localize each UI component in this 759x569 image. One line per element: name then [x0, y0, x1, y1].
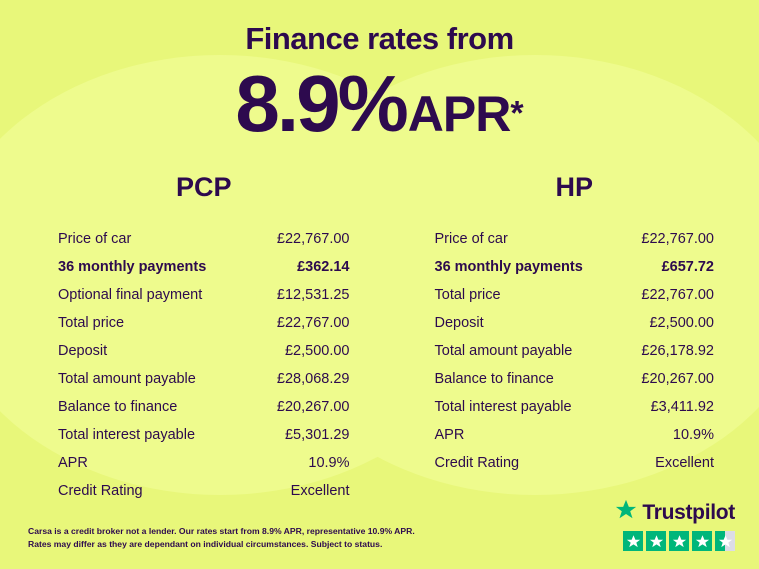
row-label: APR [58, 455, 88, 471]
rate-unit: APR [407, 86, 511, 142]
row-label: Total interest payable [434, 399, 572, 415]
trustpilot-stars [615, 531, 735, 551]
table-row [435, 393, 715, 421]
row-label: Total price [434, 287, 501, 303]
row-value: Excellent [655, 455, 714, 471]
row-value: £22,767.00 [641, 287, 714, 303]
row-value: 10.9% [308, 455, 350, 471]
disclaimer-text [28, 525, 448, 551]
row-label: Total interest payable [58, 427, 196, 443]
row-label: Price of car [434, 231, 508, 247]
row-value: £22,767.00 [276, 315, 350, 331]
table-row [58, 449, 350, 477]
star-half-icon [715, 531, 735, 551]
star-icon [623, 531, 643, 551]
row-value: £22,767.00 [276, 231, 350, 247]
row-value: £657.72 [661, 259, 714, 275]
finance-comparison [0, 172, 759, 505]
table-row [435, 309, 715, 337]
trustpilot-wordmark: Trustpilot [642, 500, 735, 524]
table-row [58, 253, 350, 281]
row-label: Balance to finance [58, 399, 178, 415]
star-icon [692, 531, 712, 551]
table-row [58, 421, 350, 449]
row-value: Excellent [290, 483, 350, 499]
table-row [58, 225, 350, 253]
star-icon [646, 531, 666, 551]
row-value: £5,301.29 [284, 427, 350, 443]
table-row [58, 337, 350, 365]
row-label: Deposit [434, 315, 484, 331]
table-row [435, 337, 715, 365]
row-label: Total price [58, 315, 125, 331]
row-label: 36 monthly payments [58, 259, 207, 275]
table-row [435, 253, 715, 281]
row-value: 10.9% [672, 427, 714, 443]
hp-column [380, 172, 759, 505]
table-row [435, 365, 715, 393]
row-value: £3,411.92 [650, 399, 714, 415]
row-value: £26,178.92 [641, 343, 714, 359]
table-row [58, 281, 350, 309]
table-row [435, 225, 715, 253]
row-value: £362.14 [297, 259, 350, 275]
rate-value: 8.9% [235, 59, 406, 148]
table-row [58, 309, 350, 337]
footer [0, 495, 759, 569]
trustpilot-star-icon [615, 499, 637, 526]
table-row [435, 421, 715, 449]
row-value: £2,500.00 [284, 343, 350, 359]
trustpilot-logo [615, 499, 735, 526]
trustpilot-rating [615, 499, 735, 551]
row-value: £12,531.25 [276, 287, 350, 303]
row-label: APR [434, 427, 465, 443]
pcp-column [0, 172, 380, 505]
row-label: Credit Rating [58, 483, 143, 499]
table-row [435, 281, 715, 309]
row-label: Total amount payable [434, 343, 573, 359]
row-value: £2,500.00 [649, 315, 714, 331]
row-value: £20,267.00 [276, 399, 350, 415]
table-row [58, 365, 350, 393]
pcp-title: PCP [175, 172, 232, 202]
row-label: Credit Rating [434, 455, 520, 471]
star-icon [669, 531, 689, 551]
table-row [435, 449, 715, 477]
row-label: Deposit [58, 343, 108, 359]
table-row [58, 393, 350, 421]
row-label: Balance to finance [434, 371, 554, 387]
row-value: £22,767.00 [641, 231, 714, 247]
rate-headline [0, 59, 759, 148]
disclaimer-line-2: Rates may differ as they are dependant on individual circumstances. Subject to status. [28, 539, 383, 550]
rate-asterisk: * [510, 94, 524, 133]
row-label: Total amount payable [58, 371, 196, 387]
disclaimer-line-1: Carsa is a credit broker not a lender. Our rates start from 8.9% APR, representative 10.9% APR. [28, 526, 415, 537]
row-value: £20,267.00 [641, 371, 714, 387]
row-label: 36 monthly payments [434, 259, 583, 275]
row-value: £28,068.29 [276, 371, 350, 387]
row-label: Optional final payment [58, 287, 203, 303]
page-title: Finance rates from [245, 21, 514, 56]
row-label: Price of car [58, 231, 132, 247]
hp-title: HP [555, 172, 593, 202]
